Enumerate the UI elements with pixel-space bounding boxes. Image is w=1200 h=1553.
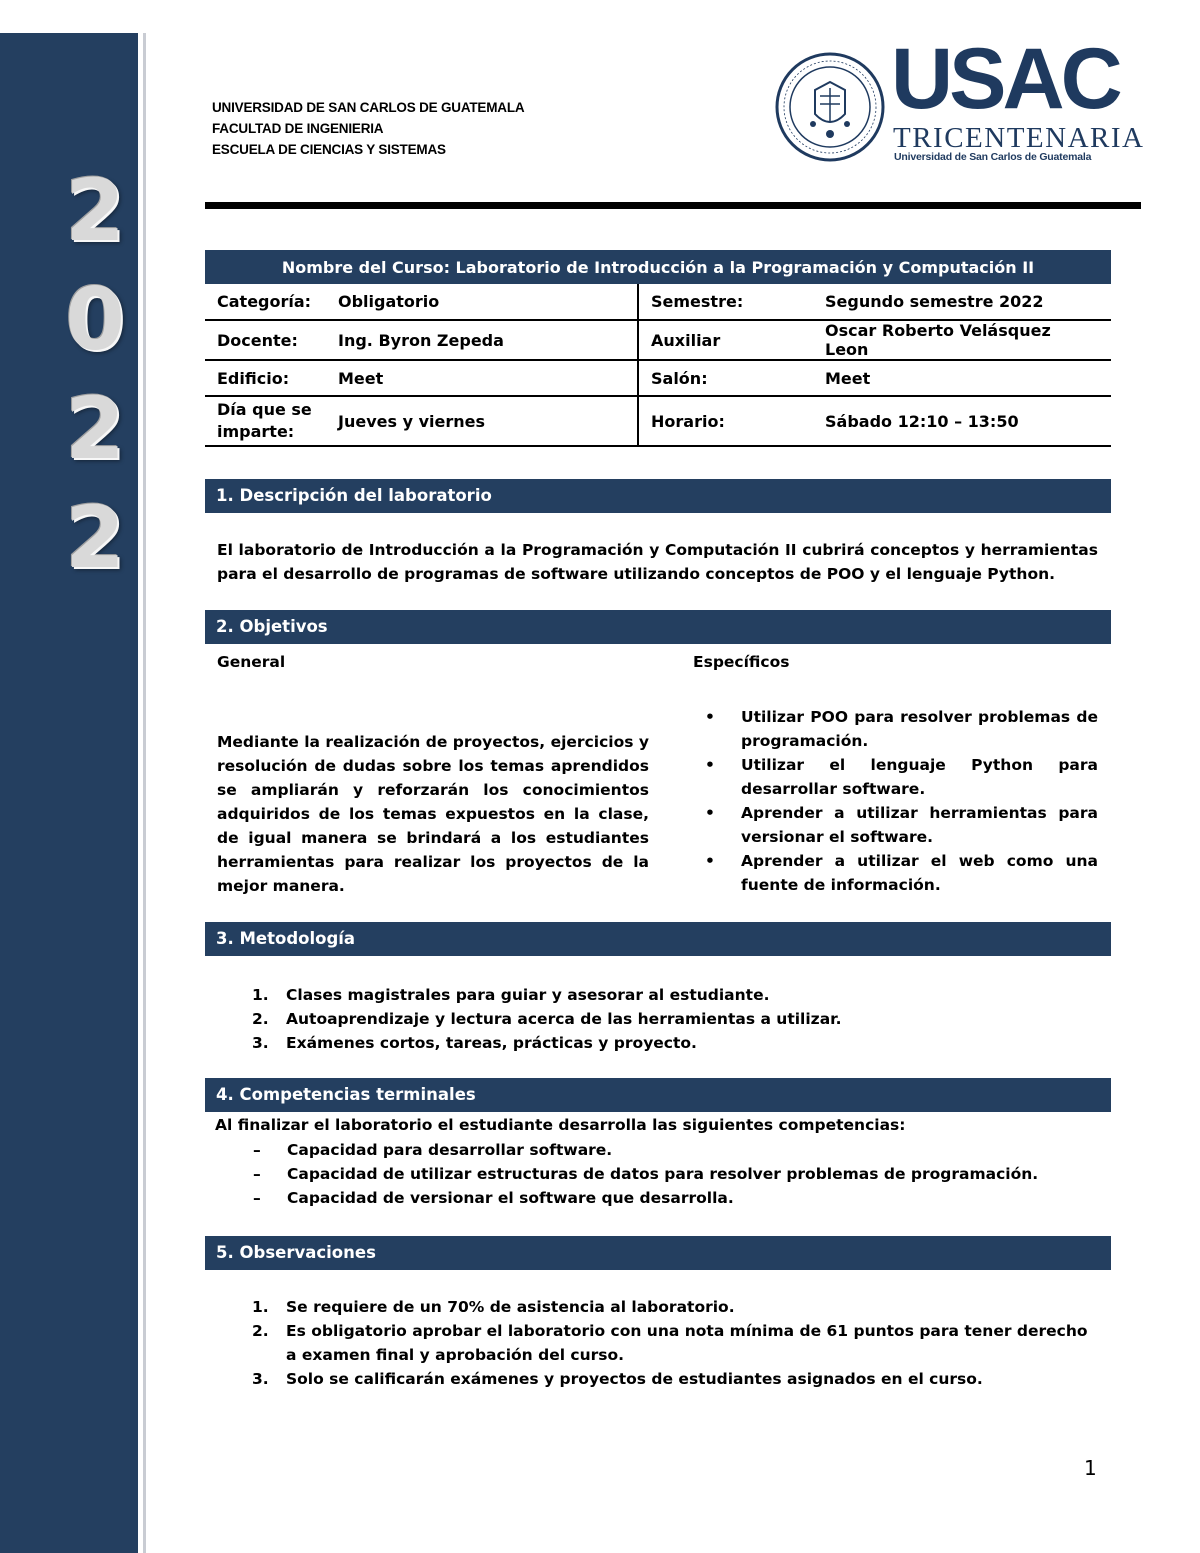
logo-caption: Universidad de San Carlos de Guatemala <box>894 151 1092 163</box>
list-item: – Capacidad de utilizar estructuras de datos para resolver problemas de programación. <box>215 1162 1095 1186</box>
university-seal-icon <box>775 52 885 162</box>
table-row <box>205 396 1111 446</box>
section-heading: 4. Competencias terminales <box>205 1078 1111 1112</box>
observations-list <box>252 1295 1097 1391</box>
year-digit: 2 <box>65 161 125 261</box>
table-row <box>205 320 1111 360</box>
logo-subtitle: TRICENTENARIA <box>893 122 1145 154</box>
list-item: • Utilizar POO para resolver problemas de programación. <box>695 705 1098 753</box>
field-label: Edificio: <box>205 360 326 396</box>
field-value: Ing. Byron Zepeda <box>326 320 638 360</box>
general-label: General <box>217 653 286 671</box>
field-value: Meet <box>326 360 638 396</box>
page-number: 1 <box>1084 1456 1097 1480</box>
list-item: – Capacidad de versionar el software que desarrolla. <box>215 1186 1095 1210</box>
field-label: Horario: <box>638 396 813 446</box>
section-heading: 3. Metodología <box>205 922 1111 956</box>
list-number: 2. <box>252 1010 269 1028</box>
usac-logo <box>775 31 1145 167</box>
field-label: Auxiliar <box>638 320 813 360</box>
table-row <box>205 360 1111 396</box>
specific-objectives-list <box>695 705 1098 897</box>
field-value: Jueves y viernes <box>326 396 638 446</box>
year-digit: 2 <box>65 379 125 479</box>
list-item: • Aprender a utilizar el web como una fuente de información. <box>695 849 1098 897</box>
header-rule <box>205 202 1141 209</box>
specific-label: Específicos <box>693 653 790 671</box>
list-item: – Capacidad para desarrollar software. <box>215 1138 1095 1162</box>
section-heading: 5. Observaciones <box>205 1236 1111 1270</box>
list-text: Autoaprendizaje y lectura acerca de las herramientas a utilizar. <box>286 1010 842 1028</box>
list-item: • Utilizar el lenguaje Python para desarrollar software. <box>695 753 1098 801</box>
field-value: Obligatorio <box>326 284 638 320</box>
list-item <box>252 1319 1097 1367</box>
list-number: 1. <box>252 986 269 1004</box>
list-text: Es obligatorio aprobar el laboratorio con una nota mínima de 61 puntos para tener derecho a examen final y aprobación del curso. <box>286 1322 1088 1364</box>
field-value: Sábado 12:10 – 13:50 <box>813 396 1111 446</box>
list-item <box>252 1295 1097 1319</box>
university-name: UNIVERSIDAD DE SAN CARLOS DE GUATEMALA <box>212 100 525 115</box>
list-number: 3. <box>252 1370 269 1388</box>
sidebar-band <box>0 33 138 1553</box>
field-value: Meet <box>813 360 1111 396</box>
sidebar-divider <box>143 33 146 1553</box>
section-heading: 1. Descripción del laboratorio <box>205 479 1111 513</box>
list-text: Se requiere de un 70% de asistencia al laboratorio. <box>286 1298 735 1316</box>
section-heading: 2. Objetivos <box>205 610 1111 644</box>
list-item: • Aprender a utilizar herramientas para versionar el software. <box>695 801 1098 849</box>
competencies-list <box>215 1138 1095 1210</box>
course-info-table <box>205 250 1111 447</box>
lab-description: El laboratorio de Introducción a la Programación y Computación II cubrirá conceptos y herramientas para el desarrollo de programas de software utilizando conceptos de POO y el lenguaje Python. <box>217 541 1098 583</box>
course-title: Nombre del Curso: Laboratorio de Introducción a la Programación y Computación II <box>205 250 1111 284</box>
field-label: Día que se imparte: <box>205 396 326 446</box>
field-label: Salón: <box>638 360 813 396</box>
general-objective: Mediante la realización de proyectos, ejercicios y resolución de dudas sobre los temas aprendidos se ampliarán y reforzarán los conocimientos adquiridos de los temas expuestos en la clase, de igual manera se brindará a los estudiantes herramientas para realizar los proyectos de la mejor manera. <box>217 733 649 895</box>
list-text: Clases magistrales para guiar y asesorar al estudiante. <box>286 986 770 1004</box>
list-item <box>252 1031 1092 1055</box>
list-number: 1. <box>252 1298 269 1316</box>
field-label: Docente: <box>205 320 326 360</box>
list-item <box>252 983 1092 1007</box>
school-name: ESCUELA DE CIENCIAS Y SISTEMAS <box>212 142 446 157</box>
list-number: 2. <box>252 1322 269 1340</box>
year-digit: 0 <box>65 270 125 370</box>
list-item <box>252 1367 1097 1391</box>
methodology-list <box>252 983 1092 1055</box>
table-row <box>205 284 1111 320</box>
list-item <box>252 1007 1092 1031</box>
field-label: Categoría: <box>205 284 326 320</box>
institution-header <box>212 97 524 160</box>
logo-wordmark: USAC <box>891 31 1119 127</box>
year-digit: 2 <box>65 488 125 588</box>
competencies-intro: Al finalizar el laboratorio el estudiante desarrolla las siguientes competencias: <box>215 1116 906 1134</box>
list-text: Solo se calificarán exámenes y proyectos de estudiantes asignados en el curso. <box>286 1370 983 1388</box>
field-value: Segundo semestre 2022 <box>813 284 1111 320</box>
list-number: 3. <box>252 1034 269 1052</box>
field-value: Oscar Roberto Velásquez Leon <box>813 320 1111 360</box>
field-label: Semestre: <box>638 284 813 320</box>
faculty-name: FACULTAD DE INGENIERIA <box>212 121 384 136</box>
list-text: Exámenes cortos, tareas, prácticas y proyecto. <box>286 1034 697 1052</box>
